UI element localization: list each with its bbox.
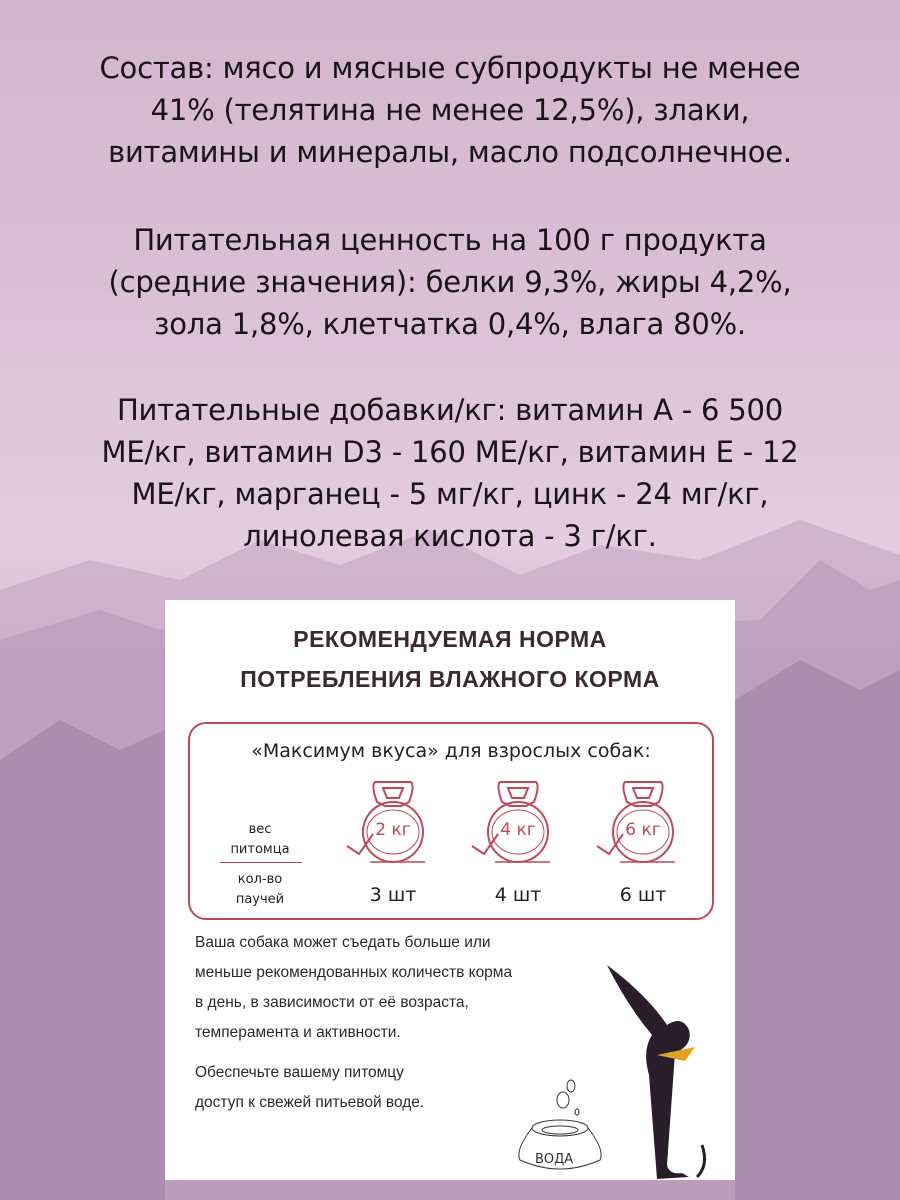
text-line: Питательные добавки/кг: витамин А - 6 500 — [116, 393, 784, 427]
text-line: (средние значения): белки 9,3%, жиры 4,2%, — [108, 265, 792, 299]
text-line: Обеспечьте вашему питомцу — [195, 1064, 404, 1081]
pouch-count: 6 шт — [619, 884, 667, 906]
feeding-norm-card — [165, 600, 735, 1180]
card-title-line: ПОТРЕБЛЕНИЯ ВЛАЖНОГО КОРМА — [240, 666, 660, 692]
composition-text — [0, 47, 900, 173]
text-line: зола 1,8%, клетчатка 0,4%, влага 80%. — [154, 307, 746, 341]
feeding-table — [188, 722, 714, 920]
pet-weight: 4 кг — [500, 820, 536, 840]
bowl-label: ВОДА — [535, 1152, 574, 1167]
text-line: 41% (телятина не менее 12,5%), злаки, — [150, 93, 750, 127]
text-line: линолевая кислота - 3 г/кг. — [243, 519, 657, 553]
label-line: кол-во — [237, 872, 283, 887]
pet-weight: 2 кг — [375, 820, 411, 840]
qty-label — [215, 870, 305, 910]
text-line: Состав: мясо и мясные субпродукты не менее — [99, 51, 801, 85]
label-line: вес — [248, 822, 272, 837]
pouch-count: 4 шт — [494, 884, 542, 906]
water-note — [195, 1058, 424, 1118]
text-line: витамины и минералы, масло подсолнечное. — [108, 135, 792, 169]
label-line: паучей — [235, 892, 285, 907]
pouch-count: 3 шт — [369, 884, 417, 906]
card-title-line: РЕКОМЕНДУЕМАЯ НОРМА — [293, 626, 607, 652]
pet-weight: 6 кг — [625, 820, 661, 840]
table-subtitle: «Максимум вкуса» для взрослых собак: — [251, 740, 651, 762]
label-line: питомца — [230, 842, 290, 857]
dachshund-illustration — [597, 955, 727, 1180]
text-line: Ваша собака может съедать больше или — [195, 934, 491, 951]
text-line: Питательная ценность на 100 г продукта — [133, 223, 767, 257]
intake-note — [195, 928, 512, 1048]
divider — [220, 862, 302, 863]
text-line: доступ к свежей питьевой воде. — [195, 1094, 425, 1111]
text-line: МЕ/кг, марганец - 5 мг/кг, цинк - 24 мг/кг, — [131, 477, 769, 511]
nutrition-text — [0, 219, 900, 345]
additives-text — [0, 389, 900, 557]
text-line: в день, в зависимости от её возраста, — [195, 994, 469, 1011]
text-line: темперамента и активности. — [195, 1024, 401, 1041]
text-line: МЕ/кг, витамин D3 - 160 МЕ/кг, витамин Е - 12 — [101, 435, 799, 469]
weight-label — [215, 820, 305, 860]
text-line: меньше рекомендованных количеств корма — [195, 964, 513, 981]
